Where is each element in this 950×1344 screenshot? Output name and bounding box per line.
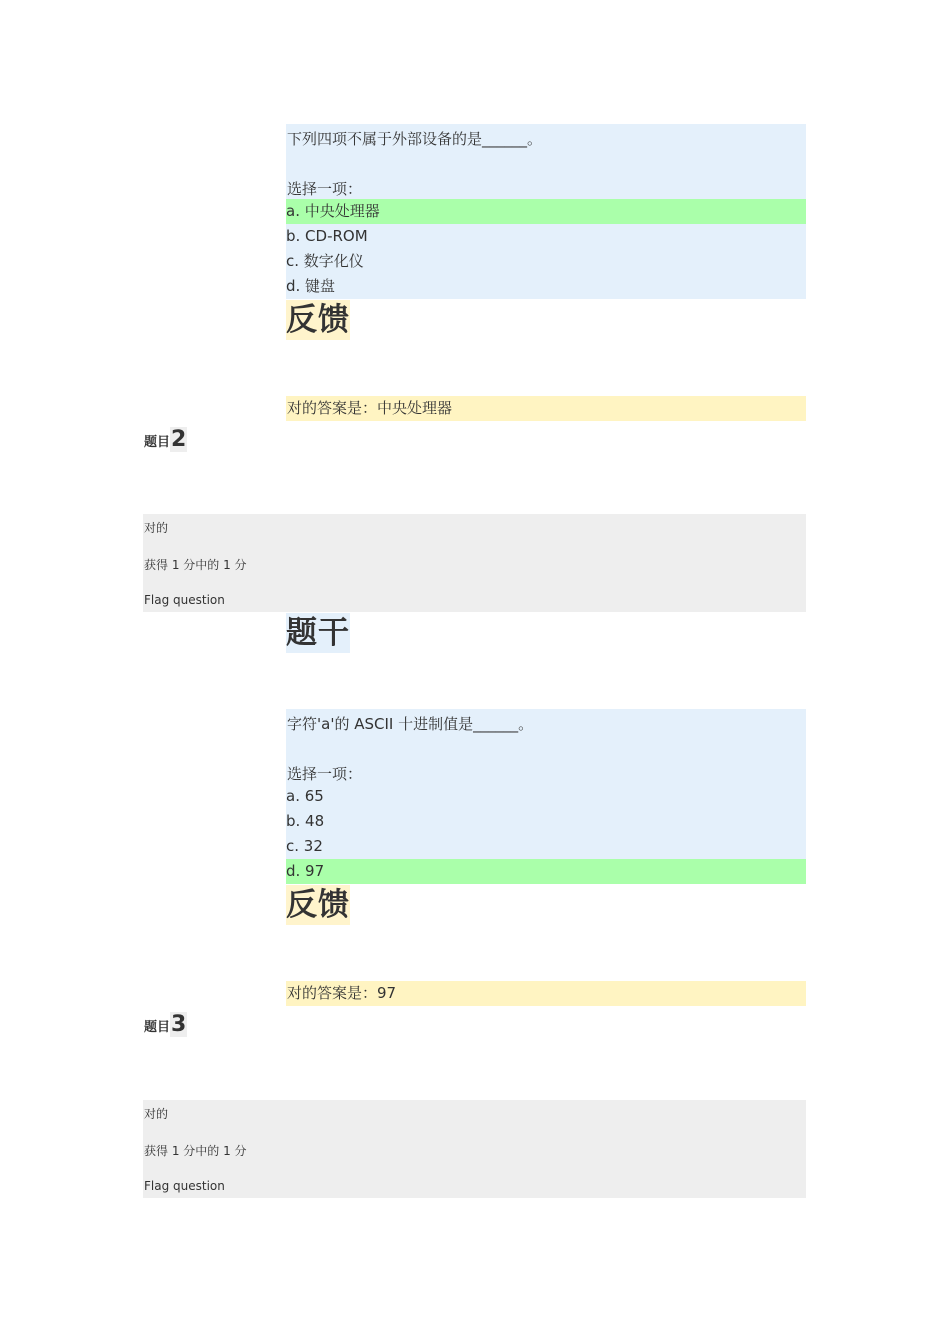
q2-option-d[interactable]: [286, 859, 806, 884]
q2-option-a[interactable]: [286, 784, 806, 809]
q2-option-a-label: a. 65: [286, 787, 324, 805]
q1-option-b-label: b. CD-ROM: [286, 227, 368, 245]
q2-option-d-label: d. 97: [286, 862, 325, 880]
q1-prompt: 选择一项：: [287, 180, 363, 198]
q2-title-label: 题目: [144, 435, 171, 450]
q1-option-c-label: c. 数字化仪: [286, 252, 364, 270]
q2-option-b-label: b. 48: [286, 812, 325, 830]
q1-question-box: [286, 124, 806, 199]
q1-option-b[interactable]: [286, 224, 806, 249]
q2-title-number: 2: [171, 427, 187, 452]
q1-feedback-heading: 反馈: [286, 302, 350, 338]
q1-question-text: 下列四项不属于外部设备的是______。: [287, 130, 543, 148]
q2-stem-heading: 题干: [286, 615, 350, 651]
q2-option-b[interactable]: [286, 809, 806, 834]
q1-option-a[interactable]: [286, 199, 806, 224]
q3-status: 对的: [144, 1107, 169, 1121]
q3-score: 获得 1 分中的 1 分: [144, 1144, 247, 1158]
q1-correct-answer: 对的答案是：中央处理器: [286, 396, 806, 421]
q2-info-panel: [143, 514, 806, 612]
q2-title: [144, 426, 187, 454]
q3-info-panel: [143, 1100, 806, 1198]
q3-title-label: 题目: [144, 1020, 171, 1035]
q3-title-number: 3: [171, 1012, 187, 1037]
q2-prompt: 选择一项：: [287, 765, 363, 783]
q1-option-d-label: d. 键盘: [286, 277, 336, 295]
q1-option-c[interactable]: [286, 249, 806, 274]
q2-flag-question-link[interactable]: Flag question: [144, 593, 225, 607]
q2-status: 对的: [144, 521, 169, 535]
q3-flag-question-link[interactable]: Flag question: [144, 1179, 225, 1193]
q2-score: 获得 1 分中的 1 分: [144, 558, 247, 572]
q1-option-d[interactable]: [286, 274, 806, 299]
q2-feedback-heading: 反馈: [286, 887, 350, 923]
q3-title: [144, 1011, 187, 1039]
q2-question-box: [286, 709, 806, 784]
q2-option-c[interactable]: [286, 834, 806, 859]
q2-question-text: 字符'a'的 ASCII 十进制值是______。: [287, 715, 534, 733]
q2-option-c-label: c. 32: [286, 837, 323, 855]
q1-option-a-label: a. 中央处理器: [286, 202, 380, 220]
q2-correct-answer: 对的答案是：97: [286, 981, 806, 1006]
